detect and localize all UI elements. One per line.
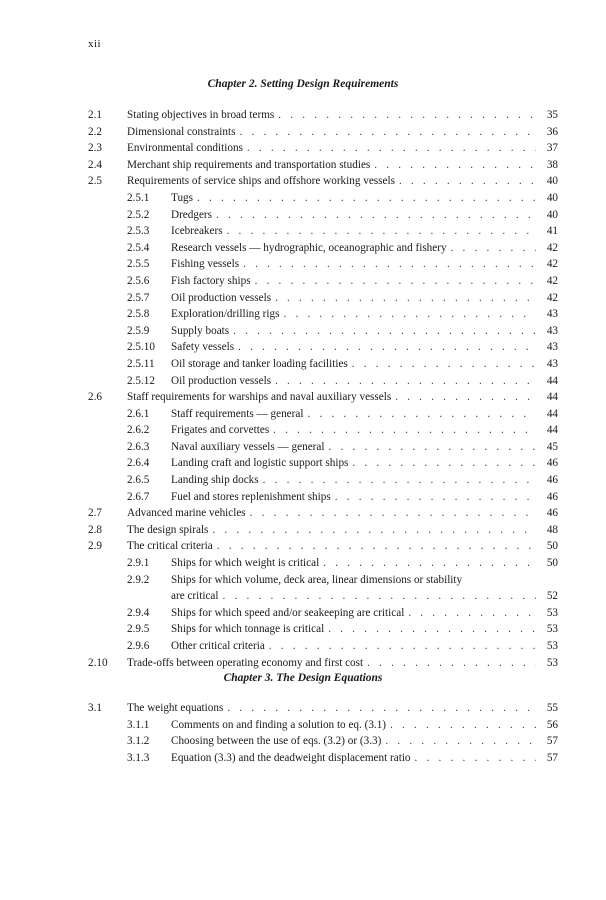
toc-entry [88, 207, 558, 224]
dot-leader [255, 273, 536, 290]
toc-entry-title: Landing ship docks [171, 474, 259, 487]
toc-entry [88, 373, 558, 390]
toc-entry-title: Choosing between the use of eqs. (3.2) or (3.3) [171, 735, 382, 748]
toc-entry-number: 2.6 [88, 391, 102, 404]
toc-entry [88, 655, 558, 672]
toc-entry-title: Oil production vessels [171, 374, 272, 387]
toc-entry [88, 522, 558, 539]
toc-entry [88, 472, 558, 489]
toc-entry-number: 2.9.4 [127, 606, 150, 619]
dot-leader [278, 107, 536, 124]
dot-leader [307, 406, 536, 423]
dot-leader [269, 638, 536, 655]
toc-entry [88, 339, 558, 356]
toc-entry-number: 2.5.6 [127, 274, 150, 287]
toc-entry-title: Comments on and finding a solution to eq. (3.1) [171, 718, 387, 731]
toc-entry-number: 2.6.4 [127, 457, 150, 470]
toc-entry-title: Stating objectives in broad terms [127, 109, 275, 121]
toc-entry-number: 2.1 [88, 109, 102, 121]
toc-entry-title: Research vessels — hydrographic, oceanographic and fishery [171, 241, 447, 254]
toc-entry [88, 538, 558, 555]
toc-entry-number: 2.5.4 [127, 241, 150, 254]
toc-entry-title: Requirements of service ships and offshore working vessels [127, 175, 395, 188]
toc-entry-page: 42 [546, 258, 558, 271]
toc-entry-title: Ships for which volume, deck area, linear dimensions or stability [171, 573, 463, 586]
toc-entry [88, 700, 558, 717]
toc-entry-number: 3.1.2 [127, 735, 150, 748]
toc-entry [88, 505, 558, 522]
dot-leader [247, 140, 536, 157]
toc-entry-title: Exploration/drilling rigs [171, 308, 280, 321]
dot-leader [408, 605, 536, 622]
toc-entry-title: Ships for which weight is critical [171, 557, 320, 570]
toc-entry [88, 273, 558, 290]
toc-entry-page: 44 [546, 407, 558, 420]
toc-entry [88, 605, 558, 622]
toc-entry-number: 2.5.10 [127, 341, 155, 354]
toc-entry-page: 57 [546, 735, 558, 748]
toc-entry-page: 56 [546, 718, 558, 731]
toc-entry-number: 3.1.1 [127, 718, 150, 731]
dot-leader [451, 240, 536, 257]
toc-entry-number: 2.3 [88, 142, 102, 155]
toc-entry-number: 2.6.2 [127, 424, 150, 437]
dot-leader [275, 290, 536, 307]
toc-entry-number: 2.4 [88, 158, 102, 171]
dot-leader [197, 190, 536, 207]
toc-entry [88, 555, 558, 572]
toc-entry-page: 50 [546, 540, 558, 553]
dot-leader [415, 750, 536, 767]
toc-entry-title: Advanced marine vehicles [127, 507, 246, 520]
chapter-3-toc [88, 700, 558, 766]
toc-entry-title: Trade-offs between operating economy and first cost [127, 656, 364, 669]
dot-leader [399, 173, 536, 190]
toc-entry-number: 2.9.5 [127, 623, 150, 636]
toc-entry-title: Equation (3.3) and the deadweight displacement ratio [171, 751, 411, 764]
toc-entry-title: The weight equations [127, 702, 224, 714]
toc-entry-page: 36 [546, 125, 558, 138]
dot-leader [390, 717, 536, 734]
dot-leader [216, 207, 536, 224]
toc-entry-number: 2.6.3 [127, 440, 150, 453]
toc-entry-title: Environmental conditions [127, 142, 243, 155]
toc-entry [88, 173, 558, 190]
toc-entry-title: Naval auxiliary vessels — general [171, 440, 325, 453]
toc-entry-page: 38 [546, 158, 558, 171]
toc-entry [88, 157, 558, 174]
toc-entry-page: 46 [546, 507, 558, 520]
toc-entry-number: 2.5.1 [127, 191, 150, 204]
toc-entry-page: 46 [546, 474, 558, 487]
toc-entry [88, 422, 558, 439]
toc-entry-title: Fish factory ships [171, 274, 251, 287]
toc-entry [88, 356, 558, 373]
toc-entry-number: 2.5.3 [127, 225, 150, 238]
toc-entry-title: Ships for which speed and/or seakeeping are critical [171, 606, 405, 619]
dot-leader [367, 655, 536, 672]
toc-entry-title: Merchant ship requirements and transportation studies [127, 158, 371, 171]
toc-entry [88, 733, 558, 750]
dot-leader [335, 489, 536, 506]
toc-entry [88, 256, 558, 273]
toc-entry-title: Other critical criteria [171, 640, 265, 652]
toc-entry-page: 53 [546, 656, 558, 669]
toc-entry-title: Dredgers [171, 208, 213, 221]
toc-entry-title: Icebreakers [171, 225, 223, 238]
dot-leader [227, 223, 536, 240]
toc-entry-number: 2.9.2 [127, 573, 150, 586]
toc-entry-page: 42 [546, 241, 558, 254]
toc-entry-number: 2.6.1 [127, 407, 150, 420]
toc-entry-title: Fishing vessels [171, 258, 240, 271]
toc-entry [88, 717, 558, 734]
dot-leader [238, 339, 536, 356]
toc-entry [88, 140, 558, 157]
toc-entry [88, 572, 558, 605]
toc-entry-title: Safety vessels [171, 341, 235, 354]
toc-entry-number: 2.6.7 [127, 490, 150, 503]
toc-entry-page: 43 [546, 324, 558, 337]
chapter-2-title: Chapter 2. Setting Design Requirements [207, 78, 399, 90]
dot-leader [328, 621, 536, 638]
toc-entry-number: 2.7 [88, 507, 102, 520]
toc-entry [88, 389, 558, 406]
toc-entry-page: 50 [546, 557, 558, 570]
toc-entry-number: 2.5.2 [127, 208, 150, 221]
toc-entry-page: 53 [546, 606, 558, 619]
toc-entry-number: 2.5.5 [127, 258, 150, 271]
dot-leader [395, 389, 536, 406]
toc-entry-page: 44 [546, 374, 558, 387]
toc-entry [88, 439, 558, 456]
toc-entry-number: 2.5.7 [127, 291, 150, 304]
toc-entry-page: 42 [546, 274, 558, 287]
toc-entry-title: Dimensional constraints [127, 125, 236, 138]
toc-entry-number: 2.6.5 [127, 474, 150, 487]
toc-entry-page: 53 [546, 623, 558, 636]
dot-leader [352, 356, 536, 373]
toc-entry-page: 43 [546, 308, 558, 321]
dot-leader [243, 256, 536, 273]
toc-entry [88, 190, 558, 207]
dot-leader [374, 157, 536, 174]
toc-entry [88, 290, 558, 307]
toc-entry-title: Staff requirements for warships and naval auxiliary vessels [127, 391, 392, 404]
dot-leader [275, 373, 536, 390]
chapter-2-toc [88, 107, 558, 671]
toc-entry-page: 40 [546, 175, 558, 188]
toc-entry-title: The design spirals [127, 523, 209, 536]
toc-entry-page: 40 [546, 208, 558, 221]
dot-leader [352, 455, 536, 472]
toc-entry-title: Fuel and stores replenishment ships [171, 490, 331, 503]
toc-entry [88, 455, 558, 472]
toc-entry-title: The critical criteria [127, 540, 213, 553]
toc-entry-number: 2.8 [88, 523, 102, 536]
toc-entry-title: Staff requirements — general [171, 407, 304, 420]
toc-entry-page: 48 [546, 523, 558, 536]
toc-entry-number: 2.9.6 [127, 640, 150, 652]
toc-entry-title: Oil storage and tanker loading facilities [171, 357, 348, 370]
toc-entry-page: 53 [546, 640, 558, 652]
toc-entry-number: 2.5.11 [127, 357, 155, 370]
toc-entry-page: 45 [546, 440, 558, 453]
toc-entry [88, 750, 558, 767]
toc-entry-title-continuation: are critical [171, 590, 219, 603]
toc-entry-number: 2.5.9 [127, 324, 150, 337]
toc-entry [88, 306, 558, 323]
toc-entry-title: Tugs [171, 191, 193, 204]
dot-leader [273, 422, 536, 439]
dot-leader [223, 588, 536, 605]
toc-entry-title: Oil production vessels [171, 291, 272, 304]
toc-entry-number: 2.2 [88, 125, 102, 138]
toc-entry-page: 41 [546, 225, 558, 238]
dot-leader [385, 733, 536, 750]
dot-leader [250, 505, 536, 522]
toc-entry-number: 2.10 [88, 656, 108, 669]
toc-entry-page: 42 [546, 291, 558, 304]
toc-entry-page: 55 [546, 702, 558, 714]
toc-entry-title: Ships for which tonnage is critical [171, 623, 325, 636]
toc-entry-page: 43 [546, 357, 558, 370]
toc-entry [88, 240, 558, 257]
toc-entry [88, 489, 558, 506]
toc-entry-page: 52 [546, 590, 558, 603]
toc-entry-page: 46 [546, 457, 558, 470]
toc-entry [88, 124, 558, 141]
toc-entry [88, 107, 558, 124]
dot-leader [217, 538, 536, 555]
toc-entry-number: 2.5.8 [127, 308, 150, 321]
toc-entry-page: 44 [546, 424, 558, 437]
toc-entry [88, 406, 558, 423]
dot-leader [233, 323, 536, 340]
toc-entry-number: 3.1.3 [127, 751, 150, 764]
dot-leader [227, 700, 536, 717]
toc-entry-page: 44 [546, 391, 558, 404]
toc-entry [88, 621, 558, 638]
toc-entry-number: 2.9 [88, 540, 102, 553]
toc-entry-title: Landing craft and logistic support ships [171, 457, 349, 470]
page-number: xii [88, 38, 102, 50]
dot-leader [239, 124, 536, 141]
toc-entry-number: 2.5 [88, 175, 102, 188]
toc-entry [88, 323, 558, 340]
toc-entry-page: 35 [546, 109, 558, 121]
toc-entry-page: 46 [546, 490, 558, 503]
toc-entry-number: 2.5.12 [127, 374, 155, 387]
toc-entry-number: 2.9.1 [127, 557, 150, 570]
toc-entry-page: 57 [546, 751, 558, 764]
dot-leader [283, 306, 536, 323]
dot-leader [212, 522, 536, 539]
toc-entry [88, 638, 558, 655]
chapter-3-title: Chapter 3. The Design Equations [223, 672, 383, 684]
toc-entry-page: 40 [546, 191, 558, 204]
toc-entry-number: 3.1 [88, 702, 102, 714]
dot-leader [323, 555, 536, 572]
toc-entry-page: 43 [546, 341, 558, 354]
dot-leader [328, 439, 536, 456]
toc-entry-title: Frigates and corvettes [171, 424, 270, 437]
toc-entry [88, 223, 558, 240]
toc-entry-page: 37 [546, 142, 558, 155]
dot-leader [263, 472, 536, 489]
toc-entry-title: Supply boats [171, 324, 230, 337]
